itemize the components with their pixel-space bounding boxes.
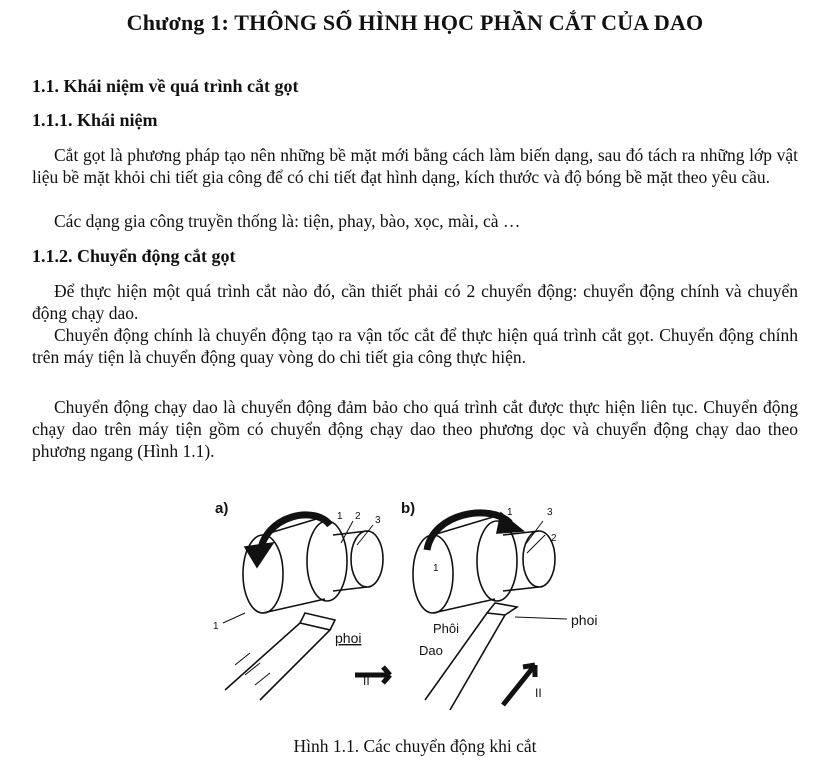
figure-b-phoi-label: phoi (571, 612, 598, 628)
figure-b-small-cylinder-edges (503, 531, 539, 591)
figure-b-phoi-tool-label: Phôi (433, 621, 460, 636)
chapter-title: Chương 1: THÔNG SỐ HÌNH HỌC PHẦN CẮT CỦA DAO (126, 10, 704, 35)
figure-a-small-cylinder-end (351, 531, 383, 587)
figure-a-phoi-label: phoi (335, 630, 362, 646)
figure-a-tool (225, 623, 330, 700)
figure-b-diagram (413, 513, 567, 710)
figure-b-cylinder-end (413, 535, 453, 613)
paragraph-traditional-methods (32, 210, 798, 232)
paragraph-traditional-methods-text: Các dạng gia công truyền thống là: tiện, phay, bào, xọc, mài, cà … (54, 211, 521, 231)
figure-b-dao-label: Dao (419, 643, 443, 658)
section-heading-1-1: 1.1. Khái niệm về quá trình cắt gọt (32, 76, 299, 96)
figure-b-feed-arrow (503, 665, 535, 705)
figure-a-number-1-top: 1 (337, 511, 343, 522)
figure-a-number-3: 3 (375, 515, 381, 526)
figure-b-number-2: 2 (551, 533, 557, 544)
figure-a-cylinder-bottom-edge (263, 599, 325, 613)
paragraph-main-motion (32, 324, 798, 368)
figure-a-diagram (223, 515, 390, 700)
figure-b-II-label: II (535, 686, 542, 700)
figure-cutting-motions (205, 495, 625, 720)
paragraph-definition (32, 144, 798, 188)
figure-b-cylinder-edges (433, 517, 495, 613)
figure-b-number-1-left: 1 (433, 563, 439, 574)
section-heading-1-1-1: 1.1.1. Khái niệm (32, 110, 158, 130)
section-heading-1-1-2: 1.1.2. Chuyển động cắt gọt (32, 246, 236, 266)
paragraph-definition-text: Cắt gọt là phương pháp tạo nên những bề mặt mới bằng cách làm biến dạng, sau đó tách ra những lớp vật liệu bề mặt khỏi chi tiết gia công để có chi tiết đạt hình dạng, kích thước và độ bóng bề mặt theo yêu cầu. (32, 145, 798, 187)
figure-a-number-1-bottom: 1 (213, 621, 219, 632)
figure-b-number-3: 3 (547, 507, 553, 518)
figure-a-shoulder (307, 521, 347, 601)
figure-a-label: a) (215, 500, 229, 517)
figure-a-small-cylinder-edges (333, 531, 367, 591)
paragraph-feed-motion (32, 396, 798, 462)
figure-b-label: b) (401, 500, 416, 517)
paragraph-two-motions-text: Để thực hiện một quá trình cắt nào đó, cần thiết phải có 2 chuyển động: chuyển động chính và chuyển động chạy dao. (32, 281, 798, 323)
paragraph-main-motion-text: Chuyển động chính là chuyển động tạo ra vận tốc cắt để thực hiện quá trình cắt gọt. Chuyển động chính trên máy tiện là chuyển động quay vòng do chi tiết gia công thực hiện. (32, 325, 798, 367)
figure-a-rotation-arrowhead (245, 543, 273, 567)
figure-caption: Hình 1.1. Các chuyển động khi cắt (293, 736, 537, 756)
figure-b-number-1-top: 1 (507, 507, 513, 518)
paragraph-two-motions (32, 280, 798, 324)
figure-a-II-label: II (363, 674, 370, 688)
figure-a-number-2: 2 (355, 511, 361, 522)
figure-a-feed-arrow (355, 667, 390, 683)
paragraph-feed-motion-text: Chuyển động chạy dao là chuyển động đảm bảo cho quá trình cắt được thực hiện liên tục. Chuyển động chạy dao trên máy tiện gồm có chuyển động chạy dao theo phương dọc và chuyển động chạy dao theo phương ngang (Hình 1.1). (32, 397, 798, 461)
